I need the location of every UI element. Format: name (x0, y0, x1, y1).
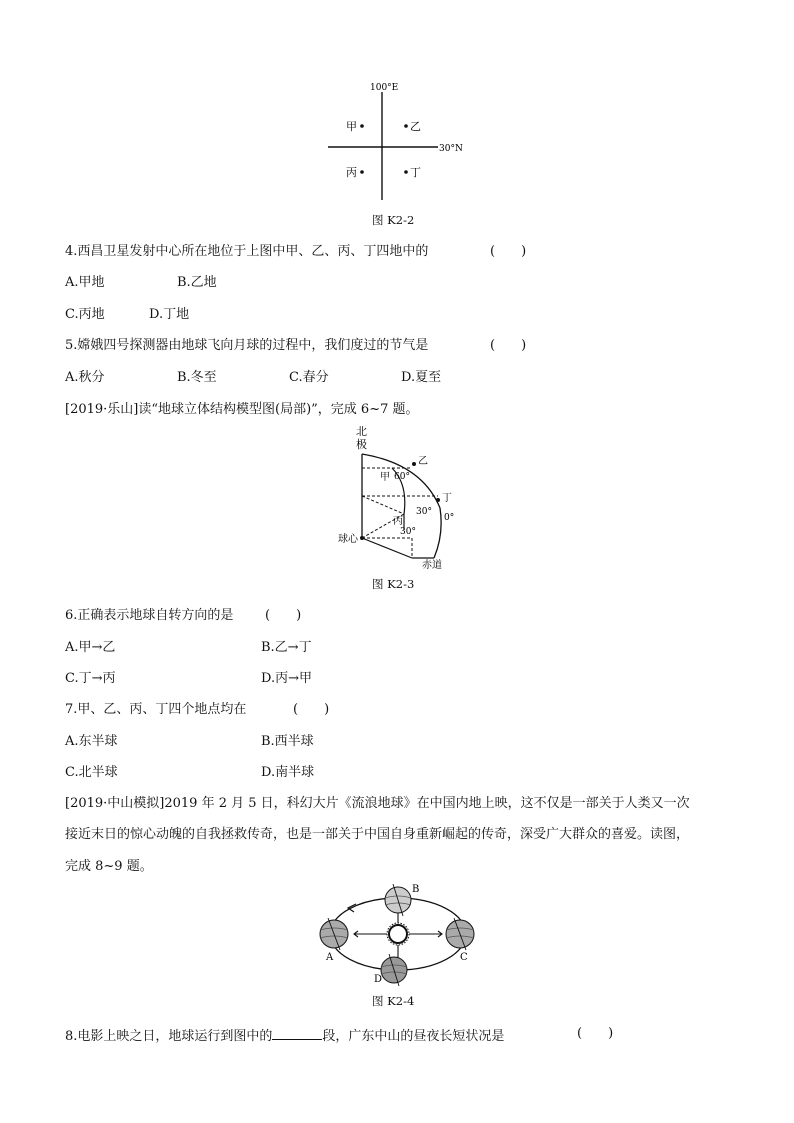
point-bing-dot (360, 170, 364, 174)
question-8-paren: ( ) (577, 1026, 614, 1041)
question-7-paren: ( ) (293, 702, 330, 717)
center-to-surface (362, 538, 412, 558)
question-5-option-c: C.春分 (289, 370, 329, 385)
label-yi: 乙 (418, 456, 428, 467)
figure-k2-4-caption: 图 K2-4 (372, 994, 415, 1008)
figure-k2-2-caption: 图 K2-2 (372, 213, 415, 227)
label-30b: 30° (400, 527, 416, 537)
intro-6-7: [2019·乐山]读“地球立体结构模型图(局部)”，完成 6~7 题。 (65, 402, 419, 417)
lon-label: 100°E (370, 83, 399, 93)
label-60: 60° (394, 472, 410, 482)
figure-k2-3 (332, 424, 472, 570)
question-4-option-d: D.丁地 (149, 307, 190, 322)
figure-k2-2 (320, 78, 480, 208)
question-6-option-c: C.丁→丙 (65, 671, 116, 686)
question-7-option-b: B.西半球 (261, 734, 314, 749)
earth-c (446, 918, 474, 950)
earth-a (320, 918, 348, 950)
question-8-text-before: 8.电影上映之日，地球运行到图中的 (65, 1029, 273, 1044)
point-yi-dot (412, 462, 416, 466)
question-6-text: 6.正确表示地球自转方向的是 (65, 608, 234, 623)
figure-k2-3-caption: 图 K2-3 (372, 577, 415, 591)
point-ding-dot (436, 498, 440, 502)
figure-k2-4 (310, 878, 490, 990)
lat-label: 30°N (439, 144, 463, 154)
point-jia: 甲 (346, 120, 357, 133)
point-yi: 乙 (410, 120, 421, 133)
question-5-option-a: A.秋分 (65, 370, 105, 385)
question-8-text-after: 段，广东中山的昼夜长短状况是 (322, 1029, 505, 1044)
question-7-option-c: C.北半球 (65, 765, 118, 780)
question-5-paren: ( ) (490, 338, 527, 353)
question-4-text: 4.西昌卫星发射中心所在地位于上图中甲、乙、丙、丁四地中的 (65, 244, 429, 259)
intro-8-9-line2: 接近末日的惊心动魄的自我拯救传奇，也是一部关于中国自身重新崛起的传奇，深受广大群众的喜爱。读图， (65, 827, 690, 842)
point-bing: 丙 (346, 166, 357, 179)
question-6-paren: ( ) (265, 608, 302, 623)
question-6-option-d: D.丙→甲 (261, 671, 312, 686)
question-4-option-b: B.乙地 (177, 275, 217, 290)
label-jia: 甲 (380, 472, 390, 483)
point-ding-dot (404, 170, 408, 174)
point-ding: 丁 (410, 166, 421, 179)
intro-8-9-line1: [2019·中山模拟]2019 年 2 月 5 日，科幻大片《流浪地球》在中国内地上映，这不仅是一部关于人类又一次 (65, 796, 690, 811)
label-ding: 丁 (442, 493, 452, 504)
earth-d (381, 954, 407, 986)
question-7-option-a: A.东半球 (65, 734, 118, 749)
question-5-option-d: D.夏至 (401, 370, 442, 385)
label-d: D (374, 974, 383, 985)
question-4-option-a: A.甲地 (65, 275, 105, 290)
question-4-paren: ( ) (490, 244, 527, 259)
north-pole-label-2: 极 (356, 438, 367, 451)
label-c: C (460, 952, 468, 963)
equator-arc (434, 508, 441, 558)
label-0: 0° (444, 513, 455, 523)
north-pole-label-1: 北 (356, 425, 367, 438)
label-bing: 丙 (393, 516, 403, 527)
question-4-option-c: C.丙地 (65, 307, 105, 322)
earth-b (385, 884, 411, 916)
question-5-option-b: B.冬至 (177, 370, 217, 385)
label-a: A (326, 952, 334, 963)
question-8 (65, 1027, 504, 1043)
question-7-text: 7.甲、乙、丙、丁四个地点均在 (65, 702, 247, 717)
center-dot (360, 536, 364, 540)
question-6-option-b: B.乙→丁 (261, 640, 312, 655)
question-7-option-d: D.南半球 (261, 765, 315, 780)
label-b: B (412, 884, 420, 895)
question-6-option-a: A.甲→乙 (65, 640, 116, 655)
label-center: 球心 (338, 534, 358, 545)
lat30-lower (362, 496, 404, 514)
label-30a: 30° (416, 507, 432, 517)
label-equator: 赤道 (422, 560, 442, 570)
question-5-text: 5.嫦娥四号探测器由地球飞向月球的过程中，我们度过的节气是 (65, 338, 429, 353)
answer-blank[interactable] (272, 1027, 322, 1040)
intro-8-9-line3: 完成 8~9 题。 (65, 859, 153, 874)
point-yi-dot (404, 124, 408, 128)
point-jia-dot (360, 124, 364, 128)
sun (389, 925, 407, 943)
